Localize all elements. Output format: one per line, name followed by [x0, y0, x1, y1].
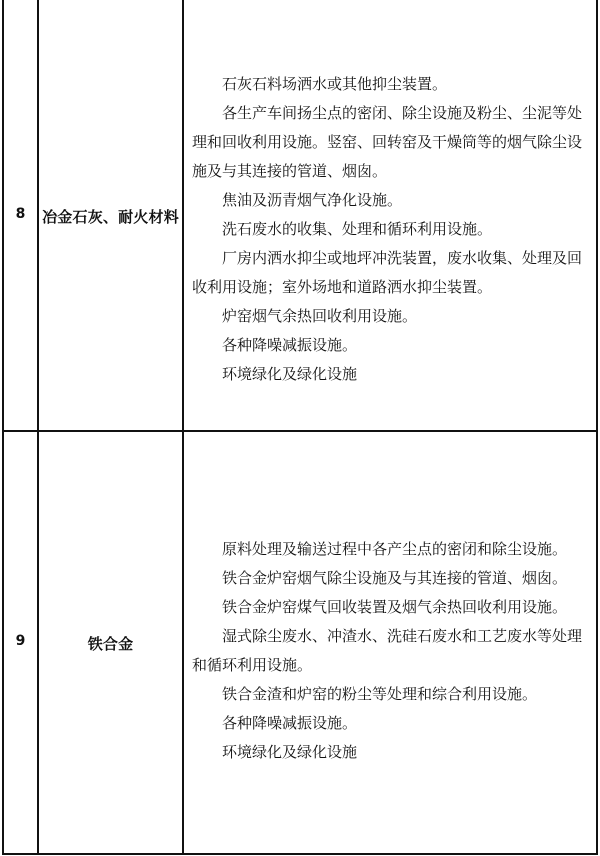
- industry-cell: [39, 0, 184, 430]
- measure-item: 洗石废水的收集、处理和循环利用设施。: [222, 220, 493, 238]
- row-number: 8: [15, 206, 26, 222]
- measures-table: [2, 0, 598, 855]
- measures-cell: [184, 432, 596, 853]
- measure-item: 石灰石料场洒水或其他抑尘装置。: [222, 75, 448, 93]
- measure-item: 原料处理及输送过程中各产尘点的密闭和除尘设施。: [222, 540, 568, 558]
- measure-item: 铁合金渣和炉窑的粉尘等处理和综合利用设施。: [222, 685, 538, 703]
- table-row: [4, 0, 596, 432]
- measures-list: [192, 70, 588, 389]
- measure-item: 湿式除尘废水、冲渣水、洗硅石废水和工艺废水等处理和循环利用设施。: [192, 627, 583, 674]
- measure-item: 炉窑烟气余热回收利用设施。: [222, 307, 418, 325]
- measure-item: 各生产车间扬尘点的密闭、除尘设施及粉尘、尘泥等处理和回收利用设施。竖窑、回转窑及干燥筒等的烟气除尘设施及与其连接的管道、烟囱。: [192, 104, 583, 180]
- industry-cell: [39, 432, 184, 853]
- row-number-cell: [4, 432, 39, 853]
- industry-name: 铁合金: [87, 635, 134, 653]
- measure-item: 铁合金炉窑煤气回收装置及烟气余热回收利用设施。: [222, 598, 568, 616]
- row-number: 9: [15, 633, 26, 649]
- measures-list: [192, 535, 588, 767]
- measure-item: 铁合金炉窑烟气除尘设施及与其连接的管道、烟囱。: [222, 569, 568, 587]
- industry-name: 冶金石灰、耐火材料: [42, 208, 179, 226]
- measure-item: 各种降噪减振设施。: [222, 714, 358, 732]
- measure-item: 环境绿化及绿化设施: [222, 365, 358, 383]
- measure-item: 厂房内洒水抑尘或地坪冲洗装置，废水收集、处理及回收利用设施；室外场地和道路洒水抑尘装置。: [192, 249, 583, 296]
- measures-cell: [184, 0, 596, 430]
- measure-item: 焦油及沥青烟气净化设施。: [222, 191, 403, 209]
- table-row: [4, 432, 596, 853]
- row-number-cell: [4, 0, 39, 430]
- measure-item: 环境绿化及绿化设施: [222, 743, 358, 761]
- measure-item: 各种降噪减振设施。: [222, 336, 358, 354]
